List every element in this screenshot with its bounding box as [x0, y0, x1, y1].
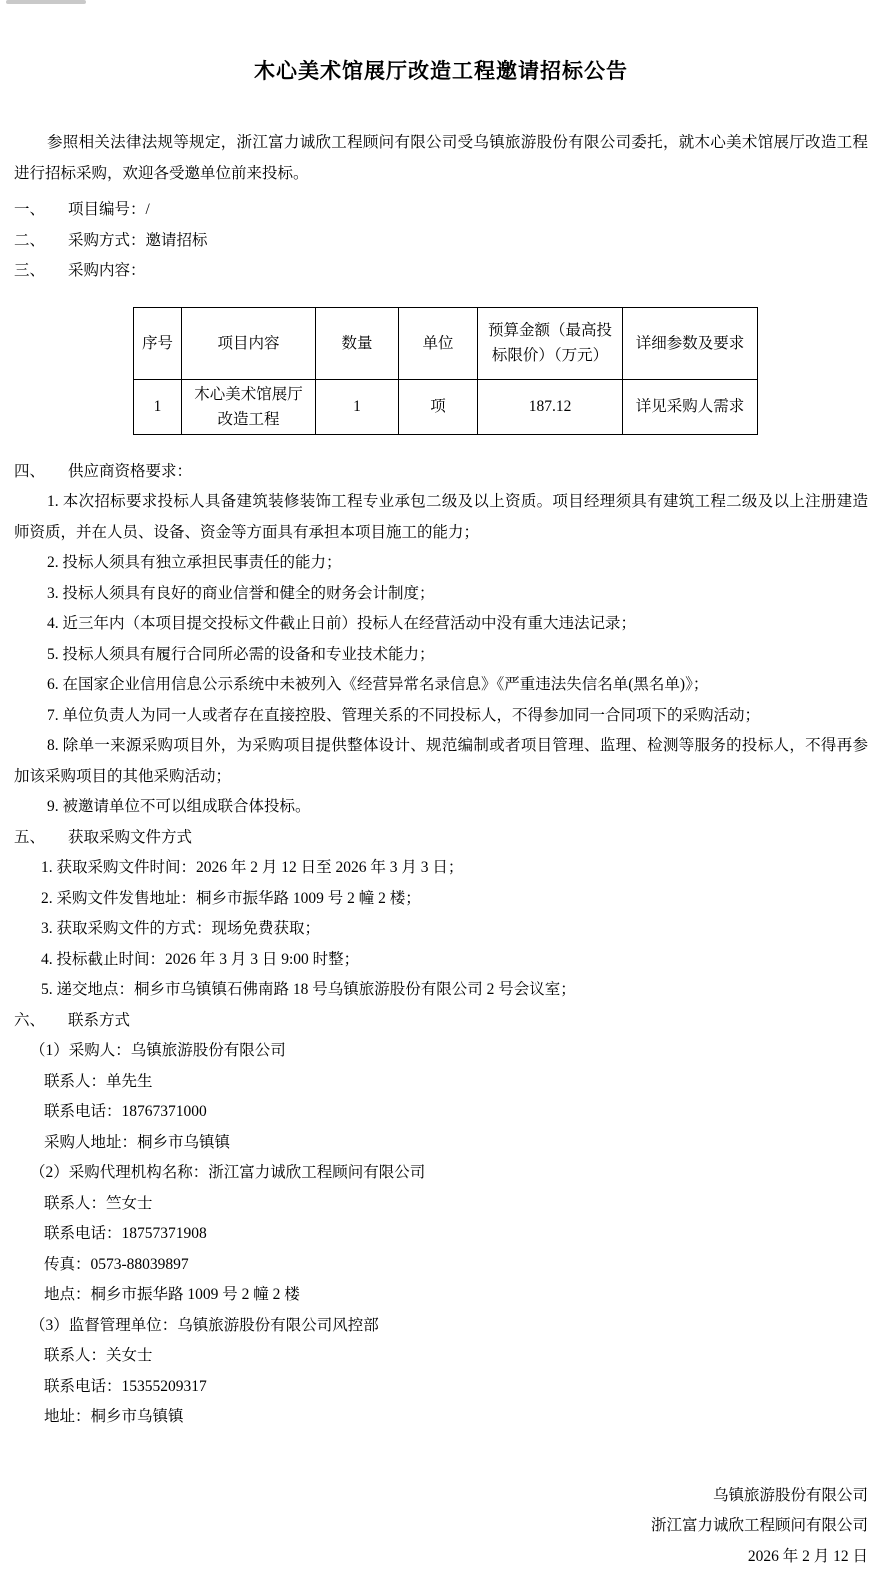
section-number: 五、: [14, 828, 46, 846]
table-header-row: [134, 307, 758, 379]
procurement-item: 2. 采购文件发售地址：桐乡市振华路 1009 号 2 幢 2 楼；: [41, 889, 421, 907]
qualification-item: 8. 除单一来源采购项目外，为采购项目提供整体设计、规范编制或者项目管理、监理、检测等服务的投标人，不得再参加该采购项目的其他采购活动；: [14, 737, 868, 785]
table-header-cell: 数量: [316, 307, 399, 379]
table-cell: 项: [399, 379, 478, 434]
section-number: 二、: [14, 231, 46, 249]
section-heading-5: [14, 823, 868, 854]
signature-agency: 浙江富力诚欣工程顾问有限公司: [650, 1517, 868, 1534]
contact-line: （2）采购代理机构名称：浙江富力诚欣工程顾问有限公司: [30, 1164, 426, 1181]
qualification-item: 7. 单位负责人为同一人或者存在直接控股、管理关系的不同投标人，不得参加同一合同项下的采购活动；: [47, 706, 761, 724]
table-cell: 详见采购人需求: [623, 379, 758, 434]
contact-line: 地点：桐乡市振华路 1009 号 2 幢 2 楼: [44, 1286, 300, 1303]
section-heading-1: [14, 195, 868, 226]
section-number: 四、: [14, 462, 46, 480]
scrollbar-fragment: [6, 0, 86, 4]
table-header-cell: 项目内容: [182, 307, 316, 379]
procurement-item: 4. 投标截止时间：2026 年 3 月 3 日 9:00 时整；: [41, 950, 360, 968]
table-cell: 1: [134, 379, 182, 434]
section-text: 获取采购文件方式: [68, 828, 193, 846]
qualification-item: 5. 投标人须具有履行合同所必需的设备和专业技术能力；: [47, 645, 435, 663]
qualification-item: 9. 被邀请单位不可以组成联合体投标。: [47, 798, 311, 815]
section-number: 六、: [14, 1011, 46, 1029]
section-number: 三、: [14, 262, 46, 279]
qualification-item: 6. 在国家企业信用信息公示系统中未被列入《经营异常名录信息》《严重违法失信名单(黑名单)》；: [47, 676, 709, 693]
table-header-cell: 预算金额（最高投标限价）（万元）: [478, 307, 623, 379]
qualification-item: 4. 近三年内（本项目提交投标文件截止日前）投标人在经营活动中没有重大违法记录；: [47, 615, 637, 632]
procurement-table: [133, 307, 758, 435]
procurement-file-list: [14, 853, 868, 1006]
table-cell: 187.12: [478, 379, 623, 434]
procurement-item: 1. 获取采购文件时间：2026 年 2 月 12 日至 2026 年 3 月 3 日；: [41, 859, 464, 876]
section-text: 联系方式: [68, 1011, 131, 1029]
section-heading-2: [14, 226, 868, 257]
section-text: 采购方式：邀请招标: [68, 231, 208, 249]
table-row: [134, 379, 758, 434]
intro-paragraph: 参照相关法律法规等规定，浙江富力诚欣工程顾问有限公司受乌镇旅游股份有限公司委托，就木心美术馆展厅改造工程进行招标采购，欢迎各受邀单位前来投标。: [14, 134, 868, 182]
contact-line: 联系电话：15355209317: [44, 1377, 207, 1395]
contact-line: 联系人：关女士: [44, 1347, 153, 1364]
table-header-cell: 单位: [399, 307, 478, 379]
signature-block: [14, 1481, 868, 1570]
contact-line: 传真：0573-88039897: [44, 1255, 189, 1273]
contact-line: （3）监督管理单位：乌镇旅游股份有限公司风控部: [30, 1316, 379, 1334]
qualification-item: 2. 投标人须具有独立承担民事责任的能力；: [47, 554, 342, 571]
contact-line: （1）采购人：乌镇旅游股份有限公司: [30, 1042, 286, 1059]
section-heading-6: [14, 1006, 868, 1037]
section-text: 供应商资格要求：: [68, 462, 193, 480]
contact-line: 联系人：单先生: [44, 1072, 153, 1090]
page-title: 木心美术馆展厅改造工程邀请招标公告: [254, 59, 628, 83]
table-cell: 木心美术馆展厅改造工程: [182, 379, 316, 434]
qualification-item: 3. 投标人须具有良好的商业信誉和健全的财务会计制度；: [47, 584, 435, 602]
signature-date: 2026 年 2 月 12 日: [747, 1547, 868, 1565]
section-number: 一、: [14, 201, 46, 218]
qualification-list: [14, 487, 868, 823]
contact-line: 联系电话：18767371000: [44, 1103, 207, 1120]
section-heading-3: [14, 256, 868, 287]
contact-line: 联系电话：18757371908: [44, 1225, 207, 1242]
table-cell: 1: [316, 379, 399, 434]
signature-buyer: 乌镇旅游股份有限公司: [712, 1486, 868, 1504]
qualification-item: 1. 本次招标要求投标人具备建筑装修装饰工程专业承包二级及以上资质。项目经理须具有建筑工程二级及以上注册建造师资质，并在人员、设备、资金等方面具有承担本项目施工的能力；: [14, 493, 868, 541]
section-heading-4: [14, 457, 868, 488]
section-text: 项目编号：/: [68, 201, 150, 218]
section-text: 采购内容：: [68, 262, 146, 279]
contact-section: [14, 1036, 868, 1433]
contact-line: 采购人地址：桐乡市乌镇镇: [44, 1133, 231, 1151]
table-header-cell: 序号: [134, 307, 182, 379]
table-header-cell: 详细参数及要求: [623, 307, 758, 379]
procurement-item: 5. 递交地点：桐乡市乌镇镇石佛南路 18 号乌镇旅游股份有限公司 2 号会议室；: [41, 981, 576, 998]
contact-line: 联系人：竺女士: [44, 1194, 153, 1212]
contact-line: 地址：桐乡市乌镇镇: [44, 1408, 184, 1425]
procurement-item: 3. 获取采购文件的方式：现场免费获取；: [41, 920, 321, 937]
